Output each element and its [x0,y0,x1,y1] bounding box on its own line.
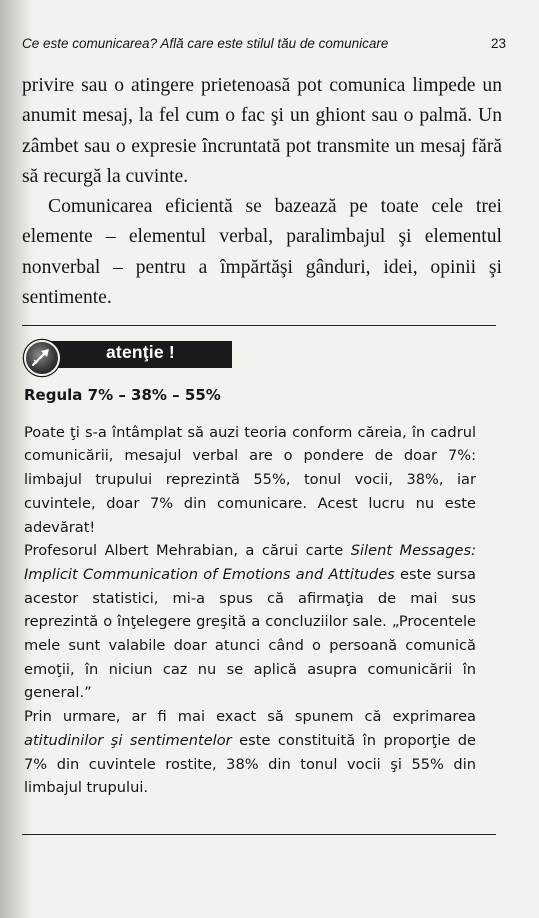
callout-box [24,384,476,800]
callout-top-rule [22,325,496,326]
callout-title: Regula 7% – 38% – 55% [24,386,221,404]
text-span: Profesorul Albert Mehrabian, a cărui carte [24,542,351,560]
attention-badge [24,340,232,370]
callout-paragraph [24,539,476,705]
page-number: 23 [490,36,506,51]
text-span: este constituită în proporţie de 7% din cuvintele rostite, 38% din tonul vocii şi 55% din limbajul trupului. [24,731,476,797]
arrow-target-icon [30,346,52,368]
running-header [22,36,506,56]
body-text [22,71,502,313]
text-span: este sursa acestor statistici, mi-a spus că afirmaţia de mai sus reprezintă o înţelegere greşită a concluziilor sale. „Procentele mele sunt valabile doar atunci când o persoană comunică emoţii, în niciun caz nu se aplică asupra comunicării în general.” [24,565,476,702]
badge-label: atenţie ! [106,342,175,362]
text-span: Prin urmare, ar fi mai exact să spunem că exprimarea [24,708,476,726]
callout-paragraph [24,705,476,800]
body-paragraph: privire sau o atingere prietenoasă pot comunica limpede un anumit mesaj, la fel cum o fac şi un ghiont sau o palmă. Un zâmbet sau o expresie încruntată pot transmite un mesaj fără să recurgă la cuvinte. [22,75,502,187]
callout-paragraph: Poate ţi s-a întâmplat să auzi teoria conform căreia, în cadrul comunicării, mesajul verbal are o pondere de doar 7%: limbajul trupului reprezintă 55%, tonul vocii, 38%, iar cuvintele, doar 7% din comunicare. Acest lucru nu este adevărat! [24,423,476,536]
emphasis-text: atitudinilor şi sentimentelor [24,731,232,749]
body-paragraph: Comunicarea eficientă se bazează pe toate cele trei elemente – elementul verbal, paralimbajul şi elementul nonverbal – pentru a împărtăşi gânduri, idei, opinii şi sentimente. [22,196,502,309]
book-title: Silent Messages: Implicit Communication of Emotions and Attitudes [24,542,476,583]
header-title: Ce este comunicarea? Află care este stilul tău de comunicare [22,36,389,51]
callout-bottom-rule [22,834,496,835]
